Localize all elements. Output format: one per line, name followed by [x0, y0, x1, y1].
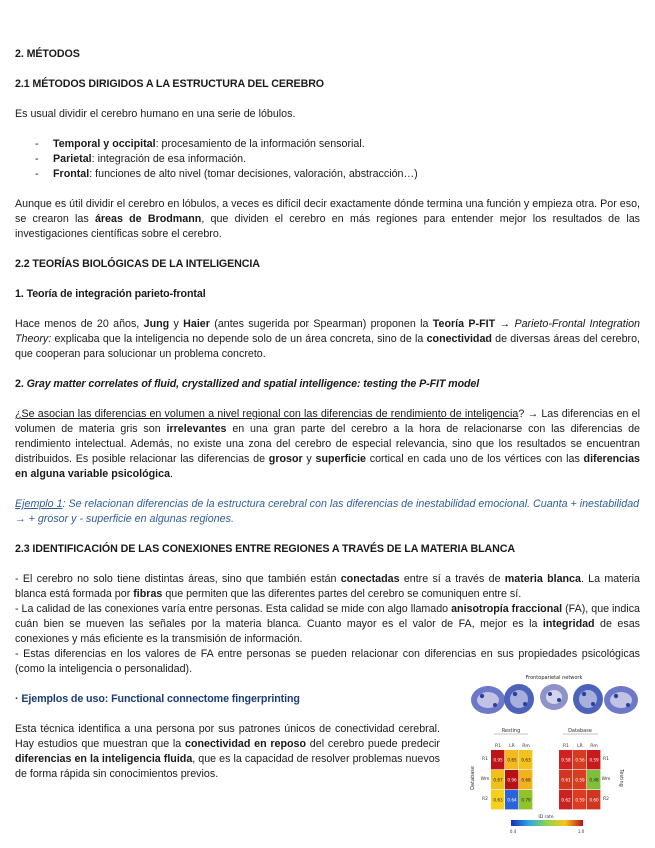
list-item: - Temporal y occipital: procesamiento de la información sensorial. — [15, 137, 418, 152]
list-item: - Parietal: integración de esa información. — [15, 152, 418, 167]
heatmap-value: 0.68 — [521, 777, 531, 783]
brain-images — [471, 684, 638, 714]
heatmap-value: 0.63 — [493, 797, 503, 803]
col-label: LR — [577, 744, 583, 749]
colorbar — [511, 820, 583, 826]
connectome-figure — [468, 672, 640, 837]
heatmap-value: 0.61 — [561, 777, 571, 783]
col-label: Rm — [522, 744, 530, 749]
row-label: R2 — [603, 797, 609, 802]
list-item: - Frontal: funciones de alto nivel (tomar decisiones, valoración, abstracción…) — [15, 167, 418, 182]
paragraph-fa: - La calidad de las conexiones varía entre personas. Esta calidad se mide con algo llamado anisotropía fraccional (FA), que indica cuán bien se mueven las señales por la materia blanca. Cuanto mayor es el valor de FA, mejor es la integridad de esas conexiones y más eficiente es la transmisión de información. — [15, 603, 641, 645]
heatmap-value: 0.79 — [521, 797, 531, 803]
figure-svg — [468, 672, 640, 837]
colorbar-max: 1.0 — [577, 829, 585, 834]
heatmap-value: 0.63 — [521, 757, 531, 763]
colorbar-min: 0.4 — [509, 829, 517, 834]
col-label: Rm — [590, 744, 598, 749]
subsection-title-gray-matter: 2. Gray matter correlates of fluid, crystallized and spatial intelligence: testing the P-FIT model — [15, 378, 480, 390]
paragraph-fingerprinting: Esta técnica identifica a una persona por sus patrones únicos de conectividad cerebral. Hay estudios que muestran que la conectividad en reposo del cerebro puede predecir diferencias en la inteligencia fluida, que es la capacidad de resolver problemas nuevos de forma rápida sin conocimientos previos. — [15, 723, 440, 780]
figure-title: Frontoparietal network — [525, 675, 583, 681]
col-label: R1 — [495, 744, 501, 749]
heatmap-value: 0.59 — [575, 797, 585, 803]
row-label: R1 — [482, 757, 488, 762]
bullet-title-fingerprinting: · Ejemplos de uso: Functional connectome fingerprinting — [15, 693, 300, 705]
section-title-methods: 2. MÉTODOS — [15, 48, 80, 60]
right-axis-label: Testing — [618, 769, 624, 787]
lobes-list — [15, 137, 418, 182]
section-title-2-2: 2.2 TEORÍAS BIOLÓGICAS DE LA INTELIGENCIA — [15, 258, 260, 270]
paragraph-white-matter: - El cerebro no solo tiene distintas áreas, sino que también están conectadas entre sí a través de materia blanca. La materia blanca está formada por fibras que permiten que las diferentes partes del cerebro se comuniquen entre sí. — [15, 573, 640, 600]
left-axis-label: Database — [470, 766, 476, 790]
row-label: R2 — [482, 797, 488, 802]
heatmap-value: 0.64 — [507, 797, 517, 803]
row-label: Wm — [601, 777, 611, 782]
heatmap-value: 0.56 — [575, 757, 585, 763]
heatmap-value: 0.60 — [589, 797, 599, 803]
col-label: R1 — [563, 744, 569, 749]
row-label: Wm — [480, 777, 490, 782]
heatmap-value: 0.59 — [575, 777, 585, 783]
matrix-right-header: Database — [568, 728, 592, 734]
section-title-2-1: 2.1 MÉTODOS DIRIGIDOS A LA ESTRUCTURA DEL CEREBRO — [15, 78, 325, 90]
colorbar-label: ID rate — [538, 815, 554, 820]
heatmap-value: 0.59 — [589, 757, 599, 763]
matrix-right — [559, 750, 600, 809]
col-label: LR — [509, 744, 515, 749]
heatmap-value: 0.62 — [561, 797, 571, 803]
section-title-2-3: 2.3 IDENTIFICACIÓN DE LAS CONEXIONES ENTRE REGIONES A TRAVÉS DE LA MATERIA BLANCA — [15, 543, 515, 555]
heatmap-value: 0.48 — [589, 777, 599, 783]
paragraph-lobes-intro: Es usual dividir el cerebro humano en una serie de lóbulos. — [15, 108, 296, 120]
row-label: R1 — [603, 757, 609, 762]
heatmap-value: 0.58 — [561, 757, 571, 763]
example-note: Ejemplo 1: Se relacionan diferencias de la estructura cerebral con las diferencias de inestabilidad emocional. Cuanta + inestabilidad → + grosor y - superficie en algunas regiones. — [15, 498, 640, 525]
paragraph-brodmann: Aunque es útil dividir el cerebro en lóbulos, a veces es difícil decir exactamente dónde termina una función y empieza otra. Por eso, se crearon las áreas de Brodmann, que dividen el cerebro en más regiones para entender mejor los resultados de las investigaciones científicas sobre el cerebro. — [15, 198, 640, 240]
paragraph-pfit: Hace menos de 20 años, Jung y Haier (antes sugerida por Spearman) proponen la Teoría P-FIT → Parieto-Frontal Integration Theory: explicaba que la inteligencia no depende solo de un área concreta, sino de la conectividad de diversas áreas del cerebro, que cooperan para solucionar un problema concreto. — [15, 318, 641, 360]
matrix-left — [491, 750, 532, 809]
subsection-title-pfit: 1. Teoría de integración parieto-frontal — [15, 288, 206, 300]
heatmap-value: 0.67 — [493, 777, 503, 783]
heatmap-value: 0.65 — [507, 757, 517, 763]
heatmap-value: 0.96 — [507, 777, 517, 783]
paragraph-fa-psych: - Estas diferencias en los valores de FA entre personas se pueden relacionar con diferencias en sus propiedades psicológicas (como la inteligencia o personalidad). — [15, 648, 640, 675]
heatmap-value: 0.95 — [493, 757, 503, 763]
paragraph-gray-matter: ¿Se asocian las diferencias en volumen a nivel regional con las diferencias de rendimiento de inteligencia? → Las diferencias en el volumen de materia gris son irrelevantes en una gran parte del cerebro a la hora de relacionarse con las diferencias de rendimiento intelectual. Además, no existe una zona del cerebro de especial relevancia, sino que los resultados se encuentran distribuidos. Es posible relacionar las diferencias de grosor y superficie cortical en cada uno de los vértices con las diferencias en alguna variable psicológica. — [15, 408, 640, 480]
matrix-left-header: Resting — [501, 728, 521, 734]
